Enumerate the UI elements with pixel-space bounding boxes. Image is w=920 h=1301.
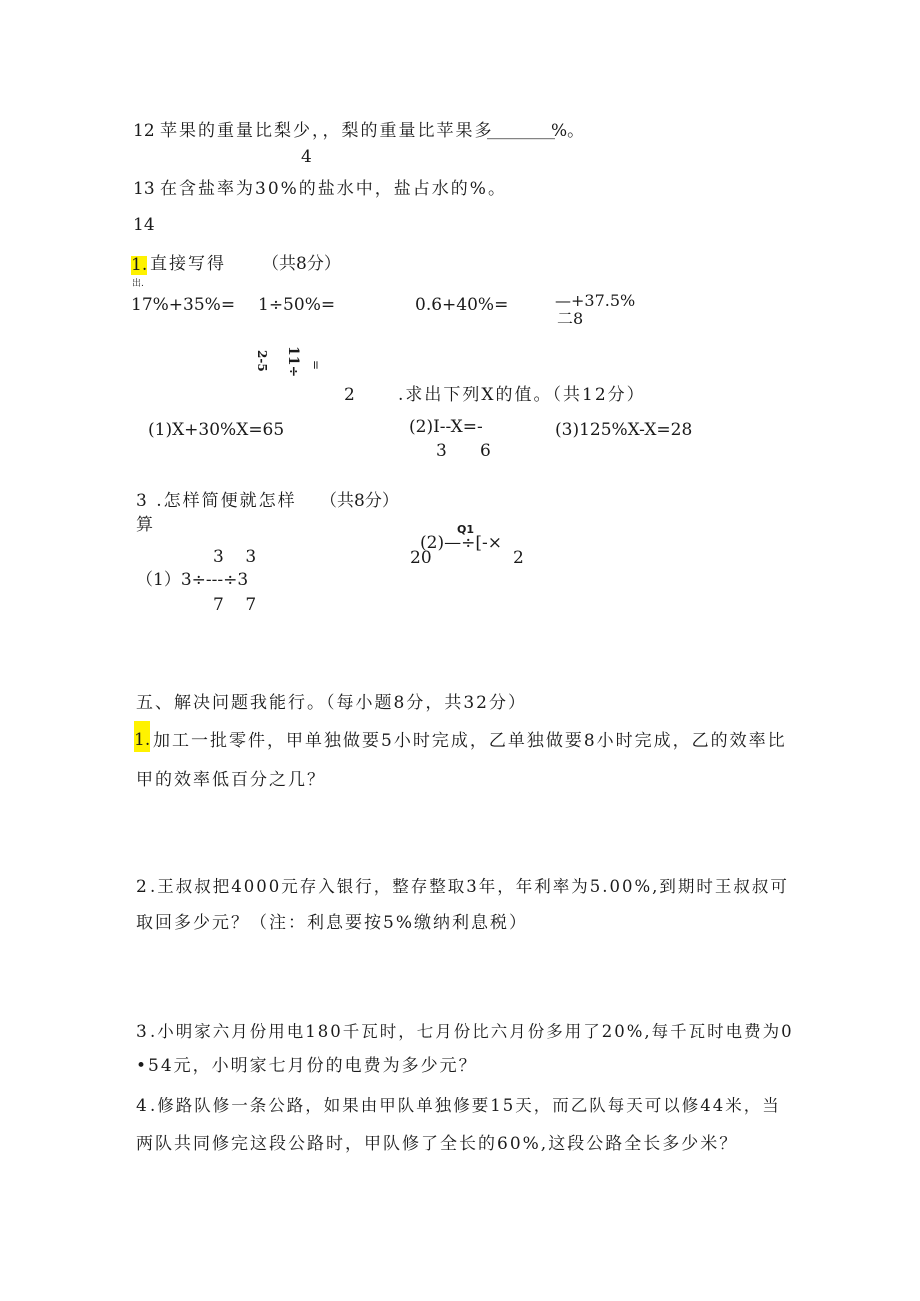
calc-item-3: 0.6+40%= [415, 295, 509, 315]
problem-3-number: 3 [136, 1022, 147, 1042]
q14-number: 14 [133, 215, 155, 235]
equation-3: (3)125%X-X=28 [555, 420, 693, 440]
sec5-title: 五、解决问题我能行。（每小题8分，共32分） [136, 693, 527, 713]
calc-item-5-division: 11÷ [285, 346, 301, 378]
simplify-1-expression: （1）3÷---÷3 [136, 570, 249, 590]
q12-number: 12 [133, 121, 155, 141]
sec2-title: .求出下列X的值。（共12分） [398, 385, 646, 405]
problem-2-line-1: .王叔叔把4000元存入银行，整存整取3年，年利率为5.00%,到期时王叔叔可 [150, 877, 789, 896]
sec3-second-line: 算 [136, 515, 155, 535]
sec1-number: 1. [131, 255, 148, 275]
q12-blank: ________ [487, 120, 555, 140]
calc-item-4-denominator: 二8 [557, 309, 584, 328]
calc-item-2: 1÷50%= [258, 295, 336, 315]
sec1-score: （共8分） [262, 254, 341, 274]
equation-2-denominator-a: 3 [436, 443, 447, 456]
equation-2-denominator-b: 6 [480, 443, 491, 456]
simplify-1-denominators: 7 7 [213, 595, 257, 615]
problem-4-line-2: 两队共同修完这段公路时，甲队修了全长的60%,这段公路全长多少米？ [136, 1134, 739, 1154]
problem-2-line-2: 取回多少元？（注：利息要按5%缴纳利息税） [136, 913, 528, 933]
q12-suffix: %。 [551, 121, 585, 141]
sec3-score: （共8分） [320, 491, 399, 511]
sec1-mark: 出. [132, 279, 144, 289]
simplify-1-numerators: 3 3 [213, 547, 257, 567]
problem-4-number: 4 [136, 1096, 147, 1116]
problem-4-line-1: .修路队修一条公路，如果由甲队单独修要15天，而乙队每天可以修44米，当 [150, 1096, 781, 1115]
q12-text: 苹果的重量比梨少，，梨的重量比苹果多 [160, 121, 494, 141]
calc-item-5-equals: = [309, 360, 323, 371]
calc-item-1: 17%+35%= [131, 295, 236, 315]
sec3-title: 3 .怎样简便就怎样 [136, 491, 297, 511]
problem-2-number: 2 [136, 877, 147, 897]
simplify-2-expression: (2)—÷[-× [420, 533, 502, 553]
problem-1-line-1: 加工一批零件，甲单独做要5小时完成，乙单独做要8小时完成，乙的效率比 [153, 731, 787, 751]
simplify-2-superscript: Q1 [457, 523, 475, 536]
equation-2: (2)I--X=- [409, 417, 483, 437]
sec1-title: 直接写得 [150, 254, 226, 274]
problem-1-line-2: 甲的效率低百分之几？ [136, 770, 326, 790]
calc-item-5-fraction: 2-5 [255, 350, 269, 372]
problem-3-line-1: .小明家六月份用电180千瓦时，七月份比六月份多用了20%,每千瓦时电费为0 [150, 1022, 794, 1041]
problem-3-line-2: •54元，小明家七月份的电费为多少元？ [136, 1056, 478, 1076]
sec2-number: 2 [344, 385, 355, 405]
simplify-2-right: 2 [513, 548, 524, 568]
q12-fraction-denominator: 4 [301, 147, 312, 167]
calc-item-4: —+37.5% [555, 291, 636, 310]
simplify-2-left: 20 [410, 548, 432, 568]
q13-number: 13 [133, 179, 155, 199]
q13-text: 在含盐率为30%的盐水中，盐占水的%。 [160, 179, 507, 199]
problem-1-number: 1. [134, 721, 150, 752]
equation-1: (1)X+30%X=65 [148, 420, 285, 440]
